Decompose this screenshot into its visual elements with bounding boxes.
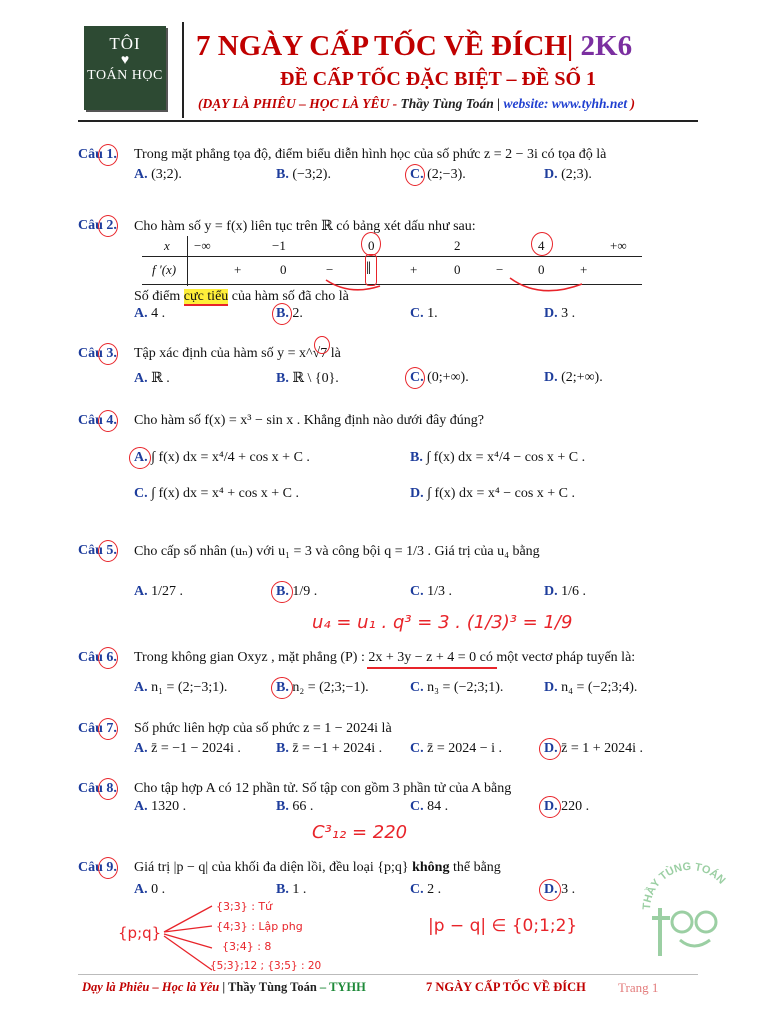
table-cell: 0 <box>538 262 545 277</box>
option-c[interactable]: C. ∫ f(x) dx = x⁴ + cos x + C . <box>134 486 300 501</box>
option-d[interactable]: D. 1/6 . <box>544 584 587 599</box>
annotation-circle <box>98 647 118 669</box>
annotation-circle <box>98 778 118 800</box>
question-label: Câu 7. <box>78 721 117 736</box>
option-c[interactable]: C. 2 . <box>410 882 442 897</box>
option-d[interactable]: D. (2;3). <box>544 167 592 182</box>
table-cell: 0 <box>368 238 375 253</box>
page-subtitle: ĐỀ CẤP TỐC ĐẶC BIỆT – ĐỀ SỐ 1 <box>280 68 596 90</box>
option-b[interactable]: B. 1 . <box>276 882 307 897</box>
table-double-bar: ‖ <box>366 258 372 278</box>
footer-left: Dạy là Phiêu – Học là Yêu | Thầy Tùng Toán – TYHH <box>82 980 366 994</box>
table-cell: − <box>326 262 334 277</box>
annotation-circle <box>98 718 118 740</box>
table-cell: + <box>580 262 588 277</box>
table-cell: + <box>410 262 418 277</box>
watermark-text: THẦY TÙNG TOÁN <box>640 860 728 911</box>
logo-line1: TÔI <box>109 34 141 53</box>
question-text: Trong mặt phẳng tọa độ, điểm biểu diễn hình học của số phức z = 2 − 3i có tọa độ là <box>134 147 607 162</box>
option-c[interactable]: C. z̄ = 2024 − i . <box>410 741 503 756</box>
handwritten-note: {p;q} <box>118 924 162 942</box>
logo-line2: TOÁN HỌC <box>87 68 163 83</box>
question-text: Cho hàm số y = f(x) liên tục trên ℝ có bảng xét dấu như sau: <box>134 219 476 234</box>
answer-circle <box>539 738 561 760</box>
option-c[interactable]: C. 84 . <box>410 799 449 814</box>
page-number: Trang 1 <box>618 980 659 995</box>
table-cell: 4 <box>538 238 545 253</box>
question-label: Câu 1. <box>78 147 117 162</box>
website-link[interactable]: website: www.tyhh.net <box>503 96 628 111</box>
annotation-circle <box>98 215 118 237</box>
answer-circle <box>129 447 151 469</box>
option-c[interactable]: C. n₃ = (−2;3;1). <box>410 680 504 695</box>
question-label: Câu 9. <box>78 860 117 875</box>
option-c[interactable]: C. (2;−3). <box>410 167 466 182</box>
answer-circle <box>271 581 293 603</box>
annotation-circle <box>361 232 381 256</box>
question-label: Câu 8. <box>78 781 117 796</box>
answer-circle <box>539 796 561 818</box>
highlighted-term: cực tiểu <box>183 289 229 304</box>
option-a[interactable]: A. (3;2). <box>134 167 182 182</box>
option-c[interactable]: C. 1/3 . <box>410 584 453 599</box>
annotation-underline <box>367 667 497 669</box>
question-label: Câu 4. <box>78 413 117 428</box>
option-b[interactable]: B. 2. <box>276 306 303 321</box>
handwritten-work: C³₁₂ = 220 <box>312 822 408 843</box>
option-d[interactable]: D. 3 . <box>544 882 576 897</box>
option-b[interactable]: B. 66 . <box>276 799 314 814</box>
option-b[interactable]: B. z̄ = −1 + 2024i . <box>276 741 383 756</box>
table-x-label: x <box>164 238 170 253</box>
header-rule <box>78 120 698 122</box>
table-cell: 0 <box>280 262 287 277</box>
answer-circle <box>539 879 561 901</box>
option-b[interactable]: B. 1/9 . <box>276 584 318 599</box>
table-cell: +∞ <box>610 238 627 253</box>
answer-circle <box>271 677 293 699</box>
option-d[interactable]: D. 220 . <box>544 799 590 814</box>
logo-heart-icon: ♥ <box>120 53 130 68</box>
question-text: Cho cấp số nhân (uₙ) với u₁ = 3 và công bội q = 1/3 . Giá trị của u₄ bằng <box>134 544 540 559</box>
option-b[interactable]: B. n₂ = (2;3;−1). <box>276 680 369 695</box>
handwritten-case: {3;3} : Tứ <box>216 900 273 913</box>
question-text: Số điểm cực tiểu của hàm số đã cho là <box>134 289 349 304</box>
option-a[interactable]: A. 1/27 . <box>134 584 184 599</box>
table-fprime-label: f ′(x) <box>152 262 177 277</box>
handwritten-note: |p − q| ∈ {0;1;2} <box>428 916 578 936</box>
option-d[interactable]: D. ∫ f(x) dx = x⁴ − cos x + C . <box>410 486 576 501</box>
footer-rule <box>78 974 698 975</box>
svg-text:THẦY TÙNG TOÁN <box>641 861 728 910</box>
annotation-circle <box>98 857 118 879</box>
tagline: (DẠY LÀ PHIÊU – HỌC LÀ YÊU - Thầy Tùng Toán | website: www.tyhh.net ) <box>198 96 636 111</box>
annotation-circle <box>98 410 118 432</box>
question-text: Cho tập hợp A có 12 phần tử. Số tập con gồm 3 phần tử của A bằng <box>134 781 512 796</box>
question-label: Câu 6. <box>78 650 117 665</box>
table-cell: − <box>496 262 504 277</box>
question-label: Câu 2. <box>78 218 117 233</box>
handwritten-case: {3;4} : 8 <box>222 940 272 953</box>
option-a[interactable]: A. n₁ = (2;−3;1). <box>134 680 228 695</box>
option-a[interactable]: A. z̄ = −1 − 2024i . <box>134 741 241 756</box>
option-d[interactable]: D. z̄ = 1 + 2024i . <box>544 741 644 756</box>
option-d[interactable]: D. n₄ = (−2;3;4). <box>544 680 638 695</box>
option-a[interactable]: A. ℝ . <box>134 371 170 386</box>
watermark-logo <box>640 860 740 970</box>
option-a[interactable]: A. ∫ f(x) dx = x⁴/4 + cos x + C . <box>134 450 310 465</box>
answer-circle <box>272 303 292 325</box>
table-cell: 0 <box>454 262 461 277</box>
footer-center: 7 NGÀY CẤP TỐC VỀ ĐÍCH <box>426 980 586 994</box>
option-d[interactable]: D. (2;+∞). <box>544 370 603 385</box>
annotation-circle <box>98 144 118 166</box>
handwritten-work: u₄ = u₁ . q³ = 3 . (1/3)³ = 1/9 <box>312 612 573 633</box>
annotation-circle <box>98 343 118 365</box>
option-b[interactable]: B. (−3;2). <box>276 167 331 182</box>
option-b[interactable]: B. ℝ \ {0}. <box>276 371 339 386</box>
question-text: Tập xác định của hàm số y = x^√7 là <box>134 346 341 361</box>
handwritten-case: {4;3} : Lập phg <box>216 920 303 933</box>
option-a[interactable]: A. 0 . <box>134 882 166 897</box>
question-text: Trong không gian Oxyz , mặt phẳng (P) : 2x + 3y − z + 4 = 0 có một vectơ pháp tuyến là: <box>134 650 636 665</box>
question-label: Câu 3. <box>78 346 117 361</box>
question-text: Số phức liên hợp của số phức z = 1 − 2024i là <box>134 721 392 736</box>
handwritten-case: {5;3};12 ; {3;5} : 20 <box>210 960 322 972</box>
option-d[interactable]: D. 3 . <box>544 306 576 321</box>
option-b[interactable]: B. ∫ f(x) dx = x⁴/4 − cos x + C . <box>410 450 586 465</box>
page-title: 7 NGÀY CẤP TỐC VỀ ĐÍCH| 2K6 <box>196 30 633 62</box>
question-text: Cho hàm số f(x) = x³ − sin x . Khẳng định nào dưới đây đúng? <box>134 413 484 428</box>
annotation-circle <box>314 336 330 354</box>
option-a[interactable]: A. 4 . <box>134 306 166 321</box>
answer-circle <box>405 367 425 389</box>
annotation-circle <box>98 540 118 562</box>
option-c[interactable]: C. 1. <box>410 306 438 321</box>
answer-circle <box>405 164 425 186</box>
annotation-circle <box>531 232 553 256</box>
table-cell: −1 <box>272 238 286 253</box>
question-text: Giá trị |p − q| của khối đa diện lồi, đều loại {p;q} không thể bằng <box>134 860 501 875</box>
table-cell: + <box>234 262 242 277</box>
annotation-arrows <box>320 270 620 304</box>
option-c[interactable]: C. (0;+∞). <box>410 370 469 385</box>
header-divider <box>182 22 184 118</box>
table-divider <box>187 236 188 286</box>
table-cell: 2 <box>454 238 461 253</box>
question-label: Câu 5. <box>78 543 117 558</box>
option-a[interactable]: A. 1320 . <box>134 799 187 814</box>
table-rule <box>142 256 642 257</box>
logo <box>84 26 166 110</box>
table-cell: −∞ <box>194 238 211 253</box>
